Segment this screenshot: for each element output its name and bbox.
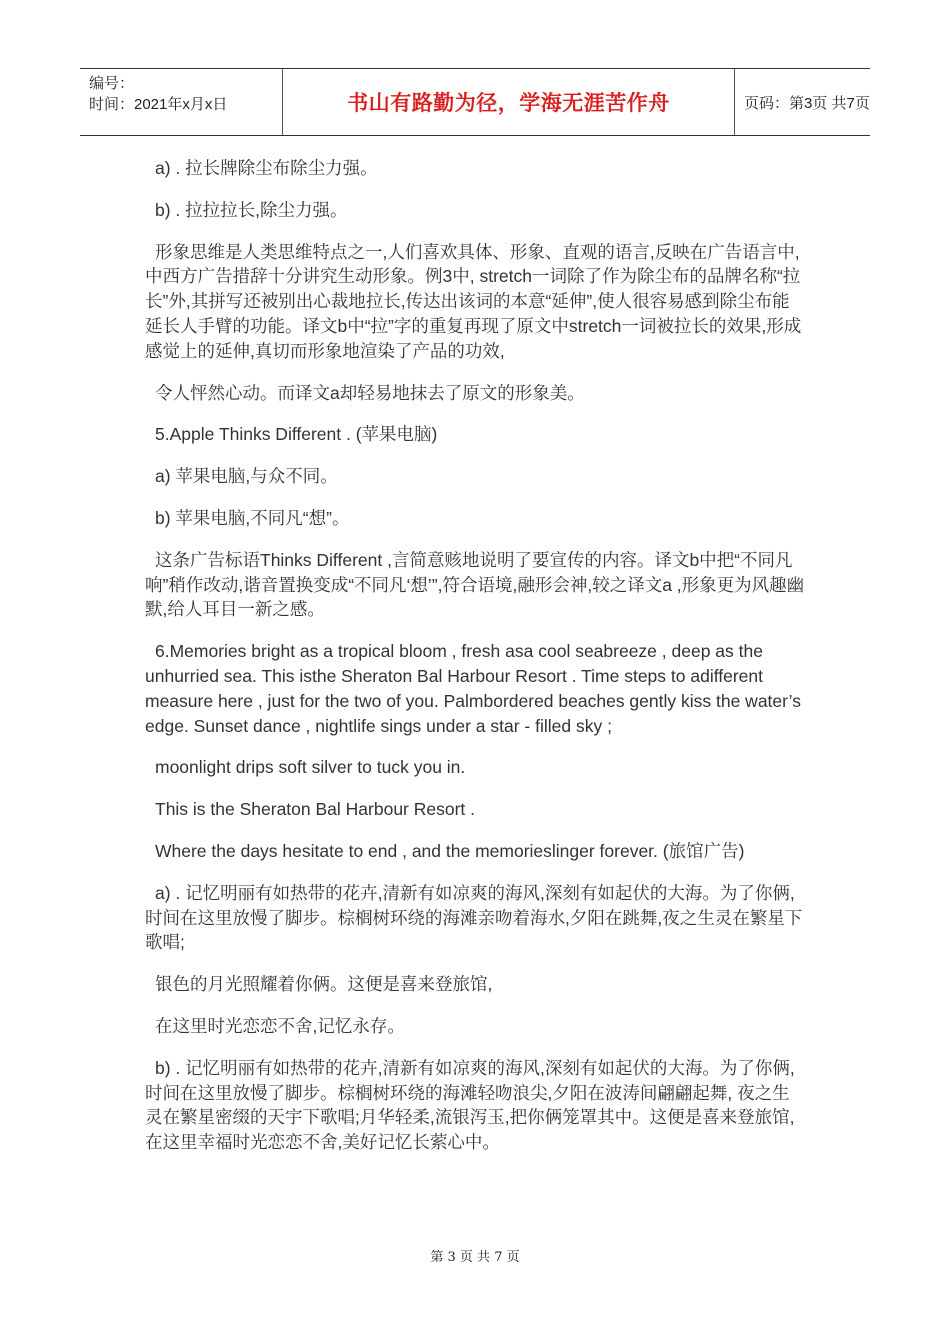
page-header — [80, 68, 870, 136]
paragraph: a) . 拉长牌除尘布除尘力强。 — [155, 158, 378, 178]
paragraph: moonlight drips soft silver to tuck you in. — [155, 757, 466, 778]
paragraph: 6.Memories bright as a tropical bloom , fresh asa cool seabreeze , deep as the unhurried sea. This isthe Sheraton Bal Harbour Resort . Time steps to adifferent measure here , just for the two of you. Palmbordered beaches gently kiss the water’s edge. Sunset dance , nightlife sings under a star - filled sky ; — [145, 641, 801, 736]
header-meta — [80, 69, 283, 135]
paragraph: b) 苹果电脑,不同凡“想”。 — [155, 507, 350, 528]
paragraph: 令人怦然心动。而译文a却轻易地抹去了原文的形象美。 — [155, 382, 585, 403]
paragraph: Where the days hesitate to end , and the memorieslinger forever. (旅馆广告) — [155, 840, 745, 861]
page-footer: 第 3 页 共 7 页 — [430, 1250, 520, 1265]
paragraph: 形象思维是人类思维特点之一,人们喜欢具体、形象、直观的语言,反映在广告语言中,中西方广告措辞十分讲究生动形象。例3中, stretch一词除了作为除尘布的品牌名称“拉长”外,其拼写还被别出心裁地拉长,传达出该词的本意“延伸”,使人很容易感到除尘布能延长人手臂的功能。译文b中“拉”字的重复再现了原文中stretch一词被拉长的效果,形成感觉上的延伸,真切而形象地渲染了产品的功效, — [145, 241, 802, 361]
document-number: 编号： — [89, 75, 135, 92]
header-page-number: 页码：第3页 共7页 — [744, 94, 870, 112]
paragraph: 在这里时光恋恋不舍,记忆永存。 — [155, 1015, 405, 1036]
header-motto: 书山有路勤为径，学海无涯苦作舟 — [283, 69, 735, 135]
paragraph: a) 苹果电脑,与众不同。 — [155, 466, 338, 487]
document-date: 时间：2021年x月x日 — [89, 96, 228, 113]
paragraph: b) . 拉拉拉长,除尘力强。 — [155, 199, 348, 220]
paragraph: 这条广告标语Thinks Different ,言简意赅地说明了要宣传的内容。译文b中把“不同凡响”稍作改动,谐音置换变成“不同凡‘想’”,符合语境,融形会神,较之译文a ,形象更为风趣幽默,给人耳目一新之感。 — [145, 549, 805, 620]
paragraph: 5.Apple Thinks Different . (苹果电脑) — [155, 424, 438, 445]
paragraph: a) . 记忆明丽有如热带的花卉,清新有如凉爽的海风,深刻有如起伏的大海。为了你俩,时间在这里放慢了脚步。棕榈树环绕的海滩亲吻着海水,夕阳在跳舞,夜之生灵在繁星下歌唱; — [145, 882, 803, 953]
paragraph: b) . 记忆明丽有如热带的花卉,清新有如凉爽的海风,深刻有如起伏的大海。为了你俩,时间在这里放慢了脚步。棕榈树环绕的海滩轻吻浪尖,夕阳在波涛间翩翩起舞, 夜之生灵在繁星密缀的天宇下歌唱;月华轻柔,流银泻玉,把你俩笼罩其中。这便是喜来登旅馆,在这里幸福时光恋恋不舍,美好记忆长萦心中。 — [145, 1057, 795, 1153]
paragraph: This is the Sheraton Bal Harbour Resort . — [155, 799, 476, 820]
document-body — [145, 156, 805, 1172]
paragraph: 银色的月光照耀着你俩。这便是喜来登旅馆, — [155, 974, 493, 995]
